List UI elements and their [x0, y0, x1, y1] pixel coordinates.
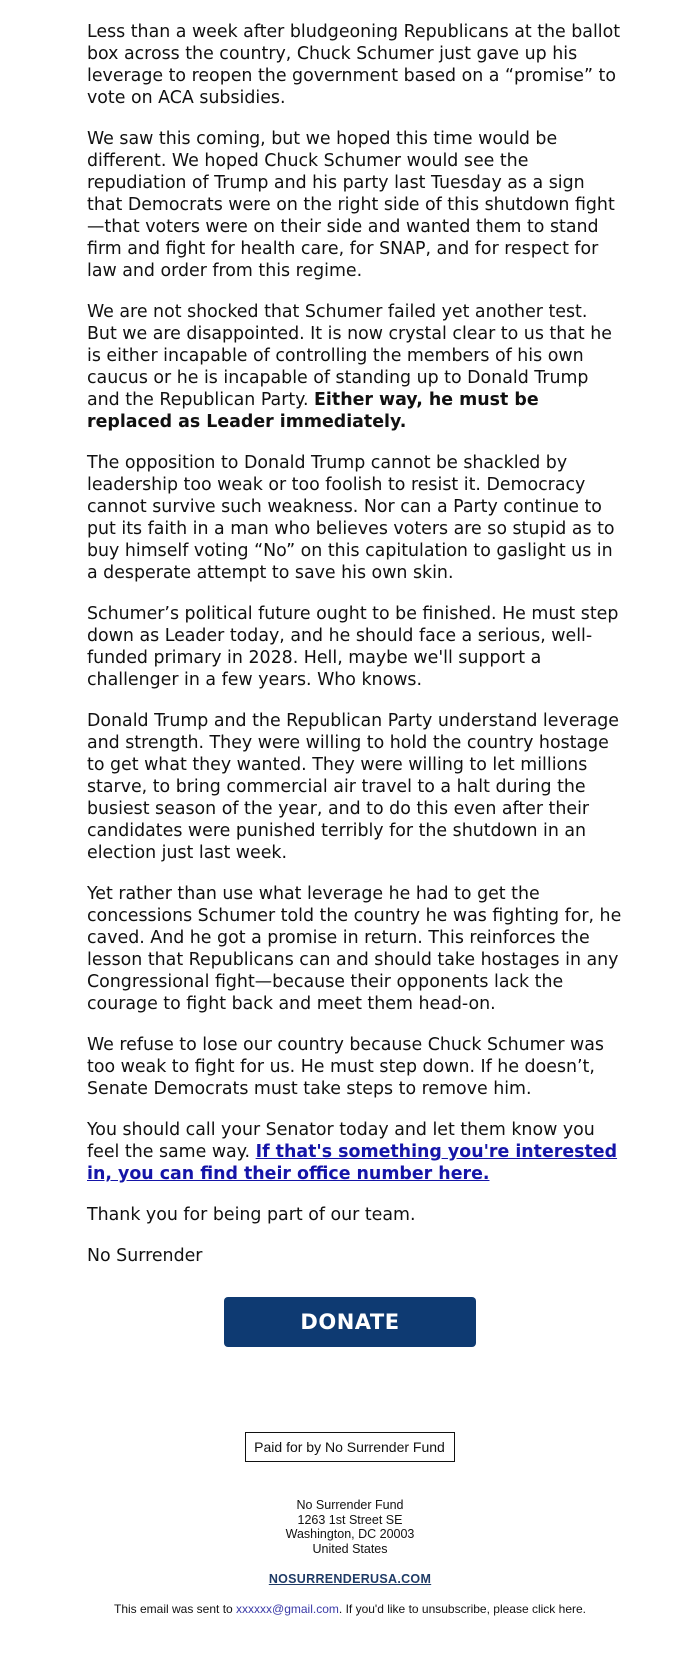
paragraph-4: The opposition to Donald Trump cannot be shackled by leadership too weak or too foolish to resist it. Democracy cannot survive such weakness. Nor can a Party continue to put its faith in a man who believes voters are so stupid as to buy himself voting “No” on this capitulation to gaslight us in a desperate attempt to save his own skin. [87, 453, 615, 583]
signature: No Surrender [87, 1246, 203, 1266]
thanks-line: Thank you for being part of our team. [87, 1205, 416, 1225]
paragraph-2: We saw this coming, but we hoped this time would be different. We hoped Chuck Schumer would see the repudiation of Trump and his party last Tuesday as a sign that Democrats were on the right side of this shutdown fight—that voters were on their side and wanted them to stand firm and fight for health care, for SNAP, and for respect for law and order from this regime. [87, 129, 615, 281]
paragraph-7: Yet rather than use what leverage he had to get the concessions Schumer told the country he was fighting for, he caved. And he got a promise in return. This reinforces the lesson that Republicans can and should take hostages in any Congressional fight—because their opponents lack the courage to fight back and meet them head-on. [87, 884, 622, 1014]
unsub-prefix: This email was sent to [113, 1602, 237, 1616]
country: United States [312, 1541, 388, 1556]
paragraph-9-text: You should call your Senator today and let them know you feel the same way. [87, 1120, 595, 1162]
footer [0, 1347, 700, 1616]
email-body [87, 0, 622, 1267]
street-address: 1263 1st Street SE [297, 1512, 403, 1527]
city-state-zip: Washington, DC 20003 [285, 1527, 415, 1541]
paragraph-3-bold: Either way, he must be replaced as Leader immediately. [87, 390, 539, 432]
paragraph-6: Donald Trump and the Republican Party understand leverage and strength. They were willing to hold the country hostage to get what they wanted. They were willing to let millions starve, to bring commercial air travel to a halt during the busiest season of the year, and to do this even after their candidates were punished terribly for the shutdown in an election just last week. [87, 711, 619, 863]
unsubscribe-line [0, 1602, 700, 1616]
paragraph-3-text: We are not shocked that Schumer failed yet another test. But we are disappointed. It is now crystal clear to us that he is either incapable of controlling the members of his own caucus or he is incapable of standing up to Donald Trump and the Republican Party. [87, 302, 612, 410]
paragraph-9 [87, 1119, 622, 1185]
paragraph-1: Less than a week after bludgeoning Republicans at the ballot box across the country, Chuck Schumer just gave up his leverage to reopen the government based on a “promise” to vote on ACA subsidies. [87, 22, 621, 108]
donate-section [0, 1297, 700, 1347]
paragraph-8: We refuse to lose our country because Chuck Schumer was too weak to fight for us. He must step down. If he doesn’t, Senate Democrats must take steps to remove him. [87, 1035, 604, 1099]
website-link[interactable]: NOSURRENDERUSA.COM [268, 1572, 432, 1586]
donate-button[interactable]: DONATE [224, 1297, 476, 1347]
recipient-email[interactable]: xxxxxx@gmail.com [236, 1602, 339, 1616]
paragraph-3 [87, 301, 622, 433]
mailing-address [0, 1498, 700, 1556]
senator-office-link[interactable]: If that's something you're interested in, you can find their office number here. [87, 1142, 618, 1184]
paid-for-disclaimer: Paid for by No Surrender Fund [245, 1432, 455, 1462]
paragraph-5: Schumer’s political future ought to be finished. He must step down as Leader today, and he should face a serious, well-funded primary in 2028. Hell, maybe we'll support a challenger in a few years. Who knows. [87, 604, 619, 690]
org-name: No Surrender Fund [296, 1498, 404, 1512]
unsub-suffix[interactable]: . If you'd like to unsubscribe, please click here. [338, 1602, 586, 1616]
